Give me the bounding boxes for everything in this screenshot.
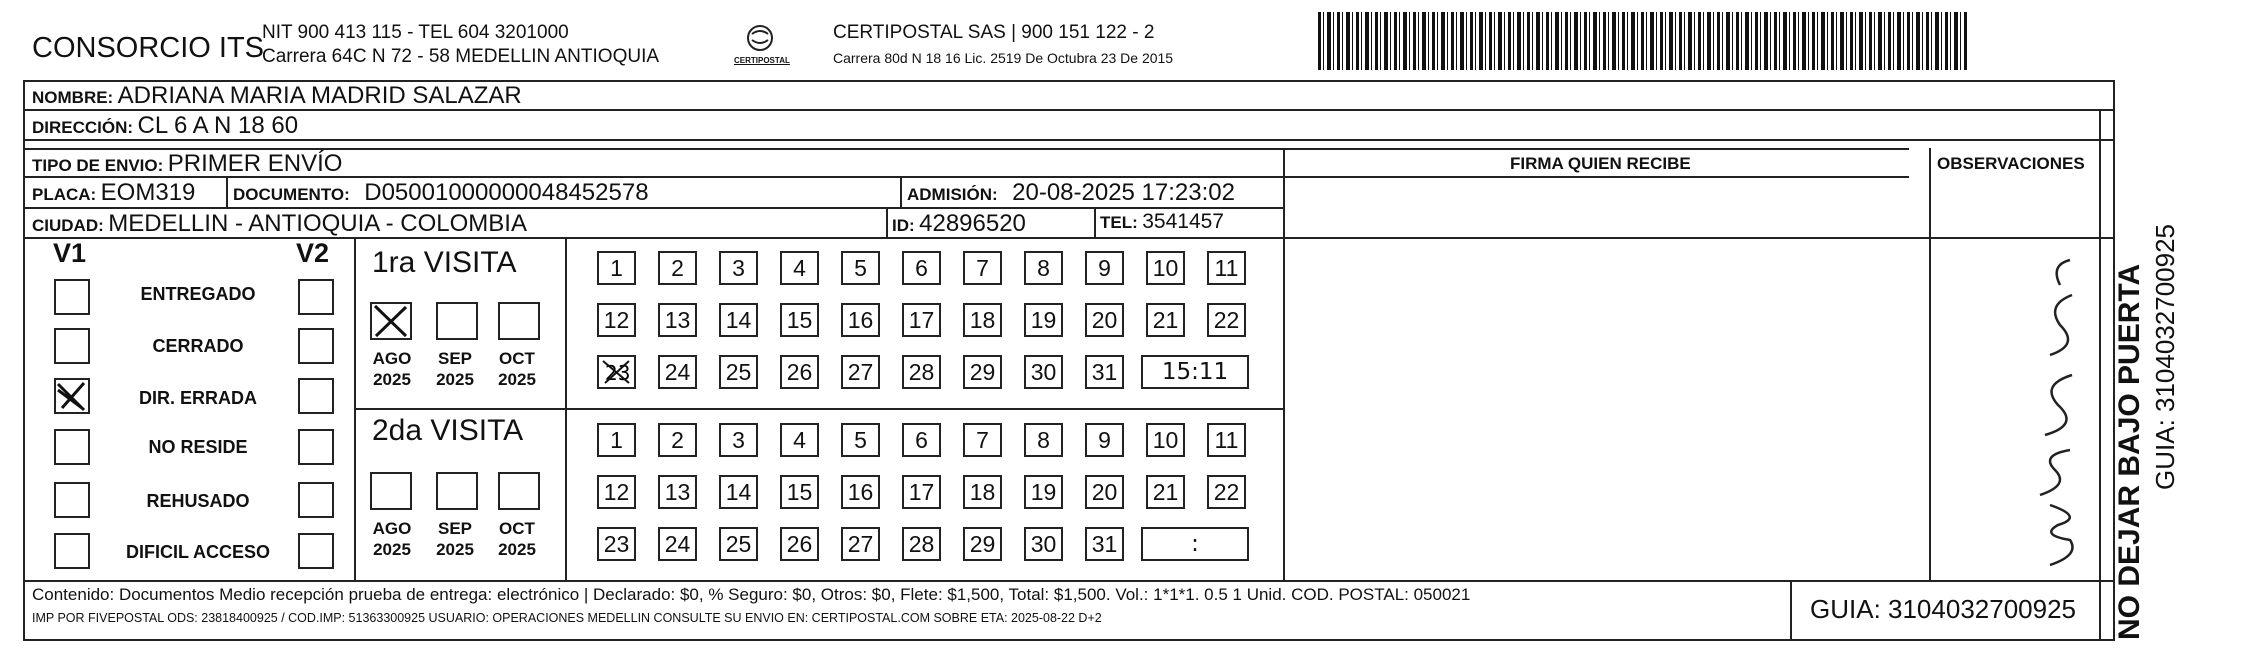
day-box-21[interactable]: 21 xyxy=(1146,303,1185,337)
checkmark-icon xyxy=(372,304,410,338)
v2-cerrado-checkbox[interactable] xyxy=(298,328,334,364)
day-box-10[interactable]: 10 xyxy=(1146,423,1185,457)
day-box-28[interactable]: 28 xyxy=(902,355,941,389)
day-box-12[interactable]: 12 xyxy=(597,475,636,509)
id-value: 42896520 xyxy=(919,210,1026,237)
v1-rehusado-checkbox[interactable] xyxy=(54,482,90,518)
no-dejar-bajo-puerta: NO DEJAR BAJO PUERTA xyxy=(2113,263,2146,640)
v2-label: V2 xyxy=(296,238,330,268)
day-box-29[interactable]: 29 xyxy=(963,355,1002,389)
day-box-11[interactable]: 11 xyxy=(1207,423,1246,457)
day-box-1[interactable]: 1 xyxy=(597,251,636,285)
status-entregado: ENTREGADO xyxy=(140,284,256,304)
day-box-19[interactable]: 19 xyxy=(1024,303,1063,337)
day-box-12[interactable]: 12 xyxy=(597,303,636,337)
direccion-value: CL 6 A N 18 60 xyxy=(137,112,299,139)
second-visit-oct-label: OCT 2025 xyxy=(498,519,536,559)
nombre-value: ADRIANA MARIA MADRID SALAZAR xyxy=(117,82,522,109)
certipostal-logo xyxy=(730,20,790,70)
day-box-15[interactable]: 15 xyxy=(780,475,819,509)
first-visit-title: 1ra VISITA xyxy=(372,246,517,279)
second-visit-oct-box[interactable] xyxy=(498,472,540,510)
documento-value: D05001000000048452578 xyxy=(364,179,649,206)
guia-vertical: GUIA: 3104032700925 xyxy=(2150,224,2180,490)
day-box-9[interactable]: 9 xyxy=(1085,251,1124,285)
first-visit-oct-box[interactable] xyxy=(498,302,540,340)
address-line: Carrera 64C N 72 - 58 MEDELLIN ANTIOQUIA xyxy=(262,46,660,67)
day-box-10[interactable]: 10 xyxy=(1146,251,1185,285)
day-box-16[interactable]: 16 xyxy=(841,303,880,337)
day-box-26[interactable]: 26 xyxy=(780,527,819,561)
v1-entregado-checkbox[interactable] xyxy=(54,279,90,315)
tipo-label: TIPO DE ENVIO: xyxy=(32,156,164,175)
first-visit-ago-label: AGO 2025 xyxy=(372,349,412,389)
placa-label: PLACA: xyxy=(32,185,97,204)
day-box-8[interactable]: 8 xyxy=(1024,423,1063,457)
day-box-30[interactable]: 30 xyxy=(1024,527,1063,561)
day-box-19[interactable]: 19 xyxy=(1024,475,1063,509)
day-box-26[interactable]: 26 xyxy=(780,355,819,389)
second-visit-title: 2da VISITA xyxy=(372,414,524,447)
day-box-13[interactable]: 13 xyxy=(658,475,697,509)
v2-dir-errada-checkbox[interactable] xyxy=(298,378,334,414)
id-label: ID: xyxy=(892,216,915,235)
day-box-29[interactable]: 29 xyxy=(963,527,1002,561)
signature-scribble-icon xyxy=(2010,255,2100,575)
day-box-7[interactable]: 7 xyxy=(963,423,1002,457)
day-box-11[interactable]: 11 xyxy=(1207,251,1246,285)
day-box-24[interactable]: 24 xyxy=(658,355,697,389)
second-visit-ago-label: AGO 2025 xyxy=(372,519,412,559)
day-box-20[interactable]: 20 xyxy=(1085,475,1124,509)
direccion-label: DIRECCIÓN: xyxy=(32,118,134,137)
observaciones-label: OBSERVACIONES xyxy=(1937,154,2085,173)
status-dificil-acceso: DIFICIL ACCESO xyxy=(125,542,270,562)
day-box-7[interactable]: 7 xyxy=(963,251,1002,285)
crossed-day-icon xyxy=(599,357,634,387)
day-box-5[interactable]: 5 xyxy=(841,423,880,457)
v1-dir-errada-checkbox[interactable] xyxy=(54,378,90,414)
nit-line: NIT 900 413 115 - TEL 604 3201000 xyxy=(262,22,569,43)
v2-rehusado-checkbox[interactable] xyxy=(298,482,334,518)
day-box-23[interactable] xyxy=(597,355,636,389)
v1-label: V1 xyxy=(53,238,87,268)
day-box-25[interactable]: 25 xyxy=(719,527,758,561)
day-box-5[interactable]: 5 xyxy=(841,251,880,285)
day-box-23[interactable]: 23 xyxy=(597,527,636,561)
day-box-31[interactable]: 31 xyxy=(1085,355,1124,389)
footer-guia: GUIA: 3104032700925 xyxy=(1810,594,2076,624)
nombre-label: NOMBRE: xyxy=(32,88,114,107)
tel-value: 3541457 xyxy=(1142,210,1224,233)
day-box-18[interactable]: 18 xyxy=(963,303,1002,337)
time-box[interactable]: 15:11 xyxy=(1141,355,1249,389)
v1-no-reside-checkbox[interactable] xyxy=(54,429,90,465)
placa-value: EOM319 xyxy=(100,179,196,206)
day-box-27[interactable]: 27 xyxy=(841,527,880,561)
day-box-20[interactable]: 20 xyxy=(1085,303,1124,337)
courier-line1: CERTIPOSTAL SAS | 900 151 122 - 2 xyxy=(833,22,1155,43)
v2-no-reside-checkbox[interactable] xyxy=(298,429,334,465)
courier-line2: Carrera 80d N 18 16 Lic. 2519 De Octubra 23 De 2015 xyxy=(833,50,1174,66)
documento-label: DOCUMENTO: xyxy=(233,185,350,204)
v2-entregado-checkbox[interactable] xyxy=(298,279,334,315)
day-box-31[interactable]: 31 xyxy=(1085,527,1124,561)
ciudad-label: CIUDAD: xyxy=(32,216,104,235)
day-box-30[interactable]: 30 xyxy=(1024,355,1063,389)
day-box-2[interactable]: 2 xyxy=(658,251,697,285)
v2-dificil-acceso-checkbox[interactable] xyxy=(298,533,334,569)
firma-label: FIRMA QUIEN RECIBE xyxy=(1510,154,1691,173)
status-no-reside: NO RESIDE xyxy=(148,437,248,457)
first-visit-sep-box[interactable] xyxy=(436,302,478,340)
checkmark-icon xyxy=(56,380,88,412)
day-box-14[interactable]: 14 xyxy=(719,303,758,337)
footer-content-line: Contenido: Documentos Medio recepción prueba de entrega: electrónico | Declarado: $0, % Seguro: $0, Otros: $0, Flete: $1,500, Total: $1,500. Vol.: 1*1*1. 0.5 1 Unid. COD. POSTAL: 050021 xyxy=(32,585,1471,604)
status-cerrado: CERRADO xyxy=(152,336,244,356)
tipo-value: PRIMER ENVÍO xyxy=(167,150,343,177)
handwritten-signature xyxy=(2010,255,2100,575)
day-box-22[interactable]: 22 xyxy=(1207,303,1246,337)
day-box-24[interactable]: 24 xyxy=(658,527,697,561)
v1-dificil-acceso-checkbox[interactable] xyxy=(54,533,90,569)
day-box-4[interactable]: 4 xyxy=(780,423,819,457)
status-rehusado: REHUSADO xyxy=(146,491,250,511)
time-box[interactable]: : xyxy=(1141,527,1249,561)
logo-text: CERTIPOSTAL xyxy=(734,56,790,65)
v1-cerrado-checkbox[interactable] xyxy=(54,328,90,364)
first-visit-ago-box[interactable] xyxy=(370,302,412,340)
day-box-16[interactable]: 16 xyxy=(841,475,880,509)
day-box-18[interactable]: 18 xyxy=(963,475,1002,509)
tel-label: TEL: xyxy=(1100,213,1138,232)
barcode xyxy=(1318,12,1968,70)
first-visit-sep-label: SEP 2025 xyxy=(436,349,474,389)
day-box-22[interactable]: 22 xyxy=(1207,475,1246,509)
day-box-17[interactable]: 17 xyxy=(902,475,941,509)
first-visit-oct-label: OCT 2025 xyxy=(498,349,536,389)
day-box-4[interactable]: 4 xyxy=(780,251,819,285)
day-box-27[interactable]: 27 xyxy=(841,355,880,389)
admision-value: 20-08-2025 17:23:02 xyxy=(1012,179,1235,206)
day-box-13[interactable]: 13 xyxy=(658,303,697,337)
second-visit-ago-box[interactable] xyxy=(370,472,412,510)
day-box-3[interactable]: 3 xyxy=(719,423,758,457)
day-box-21[interactable]: 21 xyxy=(1146,475,1185,509)
company-name: CONSORCIO ITS xyxy=(32,32,265,64)
footer-imp-line: IMP POR FIVEPOSTAL ODS: 23818400925 / COD.IMP: 51363300925 USUARIO: OPERACIONES MEDELLIN CONSULTE SU ENVIO EN: CERTIPOSTAL.COM SOBRE ETA: 2025-08-22 D+2 xyxy=(32,611,1102,625)
day-box-3[interactable]: 3 xyxy=(719,251,758,285)
day-box-28[interactable]: 28 xyxy=(902,527,941,561)
day-box-15[interactable]: 15 xyxy=(780,303,819,337)
day-box-8[interactable]: 8 xyxy=(1024,251,1063,285)
day-box-25[interactable]: 25 xyxy=(719,355,758,389)
day-box-2[interactable]: 2 xyxy=(658,423,697,457)
second-visit-sep-label: SEP 2025 xyxy=(436,519,474,559)
day-box-9[interactable]: 9 xyxy=(1085,423,1124,457)
day-box-17[interactable]: 17 xyxy=(902,303,941,337)
svg-text:23: 23 xyxy=(605,361,631,385)
status-dir-errada: DIR. ERRADA xyxy=(138,388,257,408)
ciudad-value: MEDELLIN - ANTIOQUIA - COLOMBIA xyxy=(108,210,527,237)
admision-label: ADMISIÓN: xyxy=(907,185,998,204)
day-box-6[interactable]: 6 xyxy=(902,251,941,285)
second-visit-sep-box[interactable] xyxy=(436,472,478,510)
day-box-14[interactable]: 14 xyxy=(719,475,758,509)
day-box-1[interactable]: 1 xyxy=(597,423,636,457)
day-box-6[interactable]: 6 xyxy=(902,423,941,457)
